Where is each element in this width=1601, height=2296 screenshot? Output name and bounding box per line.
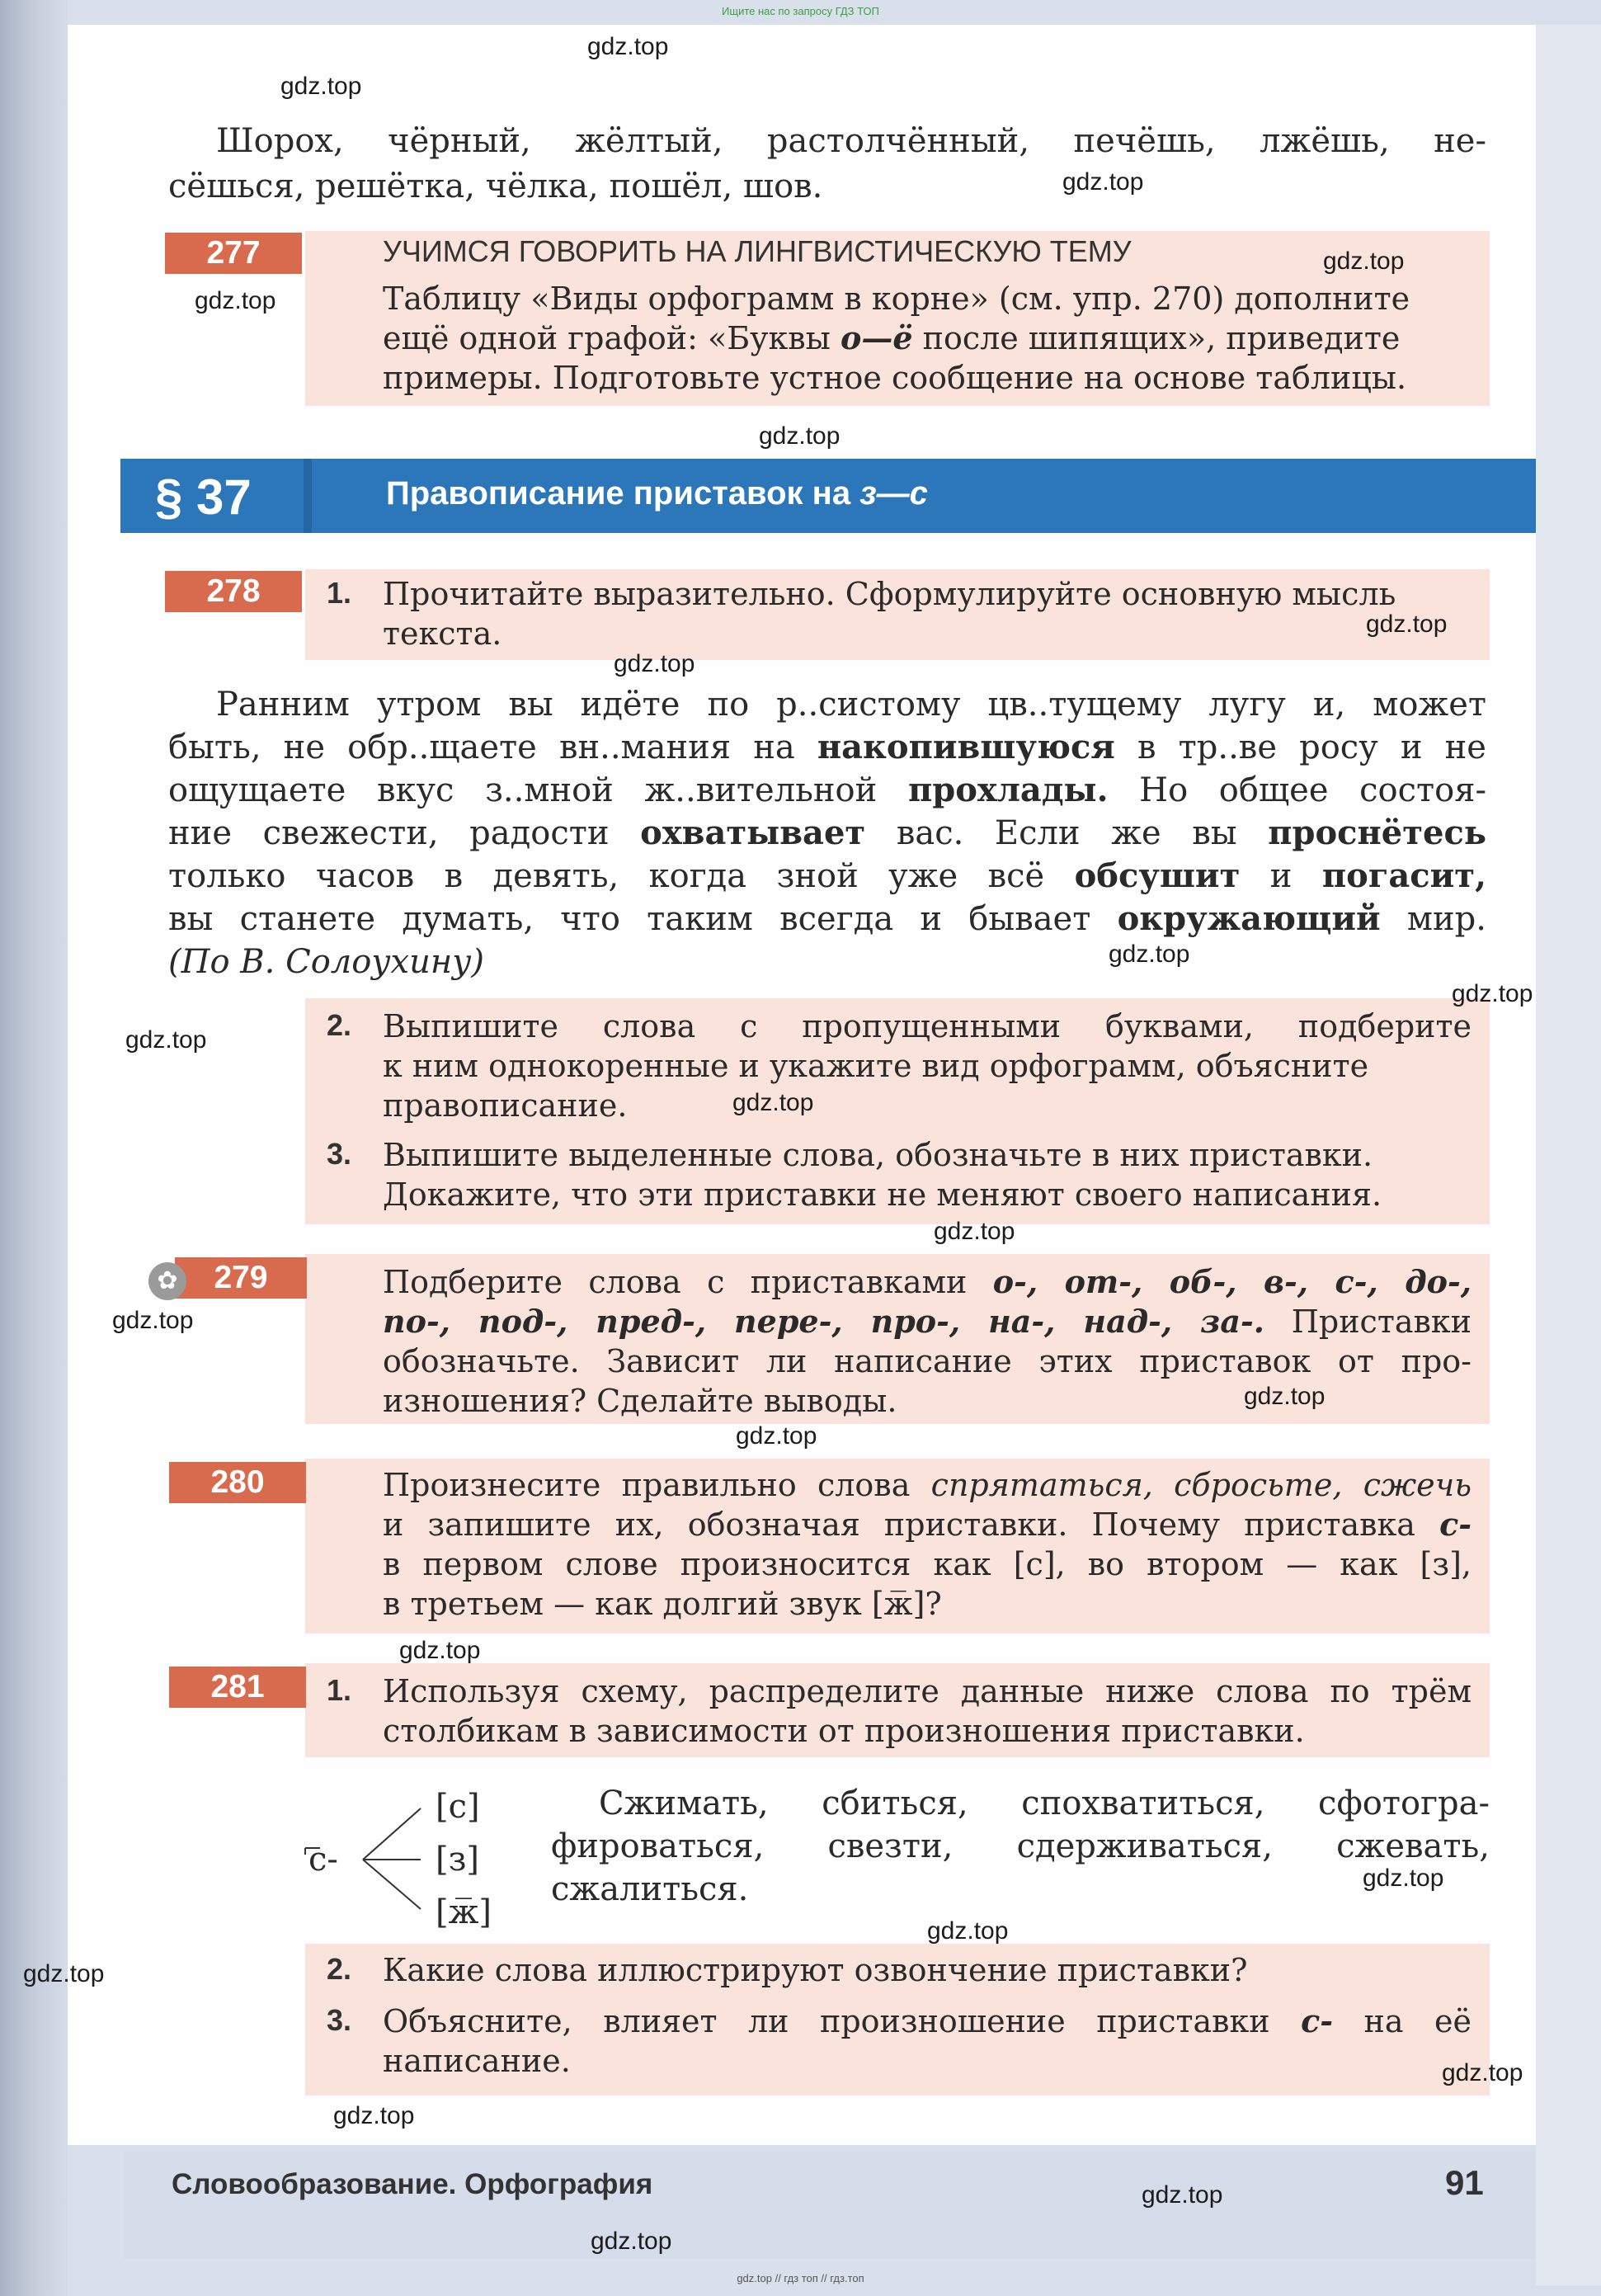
flower-icon: ✿	[148, 1262, 186, 1300]
watermark: gdz.top	[759, 422, 841, 450]
watermark: gdz.top	[125, 1026, 207, 1054]
exercise-280-line-3: в первом слове произносится как [с], во втором — как [з],	[383, 1546, 1472, 1582]
page-number: 91	[1445, 2163, 1484, 2202]
watermark: gdz.top	[732, 1089, 814, 1116]
exercise-279-line-3: обозначьте. Зависит ли написание этих приставок от про-	[383, 1343, 1472, 1379]
exercise-279-number: 279	[175, 1257, 307, 1299]
watermark: gdz.top	[195, 287, 276, 314]
exercise-278-task-3-line-2: Докажите, что эти приставки не меняют своего написания.	[383, 1176, 1382, 1213]
watermark: gdz.top	[399, 1637, 481, 1664]
exercise-281-task-3-line-2: написание.	[383, 2043, 571, 2079]
watermark: gdz.top	[934, 1218, 1015, 1245]
watermark: gdz.top	[591, 2228, 672, 2255]
exercise-279-line-4: изношения? Сделайте выводы.	[383, 1383, 897, 1419]
words-line-2: фироваться, свезти, сдерживаться, сжевать,	[551, 1827, 1490, 1865]
exercise-278-task-2-line-3: правописание.	[383, 1087, 628, 1124]
footer-chapter-title: Словообразование. Орфография	[172, 2168, 653, 2200]
site-note-bottom: gdz.top // гдз топ // гдз.топ	[737, 2272, 864, 2284]
text-line-3: ощущаете вкус з..мной ж..вительной прохлады. Но общее состоя-	[168, 771, 1487, 809]
watermark: gdz.top	[1109, 941, 1190, 968]
text-line-4: ние свежести, радости охватывает вас. Если же вы проснётесь	[168, 813, 1486, 852]
exercise-281-task-1-number: 1.	[327, 1673, 352, 1707]
watermark: gdz.top	[1452, 980, 1533, 1007]
exercise-281-number: 281	[169, 1667, 306, 1708]
exercise-281-task-3-line-1: Объясните, влияет ли произношение приставки с- на её	[383, 2002, 1472, 2039]
exercise-278-task-2-line-2: к ним однокоренные и укажите вид орфограмм, объясните	[383, 1048, 1369, 1084]
exercise-277-line-3: примеры. Подготовьте устное сообщение на основе таблицы.	[383, 360, 1407, 396]
exercise-278-task-1-line-2: текста.	[383, 615, 502, 652]
watermark: gdz.top	[280, 73, 362, 100]
exercise-281-task-2-line-1: Какие слова иллюстрируют озвончение приставки?	[383, 1952, 1248, 1988]
watermark: gdz.top	[1062, 168, 1144, 196]
watermark: gdz.top	[1363, 1865, 1444, 1892]
words-line-3: сжалиться.	[551, 1870, 749, 1908]
watermark: gdz.top	[23, 1960, 105, 1987]
prefix-pronunciation-schema	[297, 1774, 569, 1939]
site-note-top: Ищите нас по запросу ГДЗ ТОП	[722, 5, 879, 17]
watermark: gdz.top	[927, 1917, 1009, 1945]
exercise-277-number: 277	[165, 233, 302, 274]
watermark: gdz.top	[587, 33, 669, 60]
exercise-278-task-2-line-1: Выпишите слова с пропущенными буквами, подберите	[383, 1008, 1472, 1044]
text-author: (По В. Солоухину)	[168, 943, 485, 981]
watermark: gdz.top	[1323, 248, 1405, 275]
exercise-278-task-3-number: 3.	[327, 1137, 352, 1171]
section-37-header	[120, 459, 1536, 533]
text-line-2: быть, не обр..щаете вн..мания на накопившуюся в тр..ве росу и не	[168, 728, 1486, 766]
watermark: gdz.top	[112, 1307, 194, 1334]
section-number: § 37	[155, 469, 252, 525]
exercise-280-line-4: в третьем — как долгий звук [ж̅]?	[383, 1586, 942, 1622]
words-line-1: Сжимать, сбиться, спохватиться, сфотогра-	[599, 1784, 1490, 1822]
schema-sound-s: [с]	[436, 1788, 480, 1826]
exercise-281-task-3-number: 3.	[327, 2003, 352, 2037]
exercise-280-line-1: Произнесите правильно слова спрятаться, сбросьте, сжечь	[383, 1467, 1472, 1503]
section-divider	[304, 459, 312, 533]
exercise-280-line-2: и запишите их, обозначая приставки. Почему приставка с-	[383, 1506, 1472, 1543]
watermark: gdz.top	[1244, 1383, 1326, 1410]
page-right-margin	[1536, 25, 1601, 2285]
exercise-278-number: 278	[165, 571, 302, 612]
exercise-280-number: 280	[169, 1462, 306, 1503]
exercise-279-line-1: Подберите слова с приставками о-, от-, об-, в-, с-, до-,	[383, 1263, 1472, 1300]
section-title: Правописание приставок на з—с	[386, 475, 928, 512]
text-line-5: только часов в девять, когда зной уже всё обсушит и погасит,	[168, 856, 1487, 895]
exercise-278-task-1-number: 1.	[327, 576, 352, 610]
watermark: gdz.top	[333, 2102, 415, 2129]
intro-line-2: сёшься, решётка, чёлка, пошёл, шов.	[168, 167, 823, 205]
exercise-277-line-2: ещё одной графой: «Буквы о—ё после шипящих», приведите	[383, 319, 1401, 356]
watermark: gdz.top	[1366, 611, 1448, 638]
text-line-6: вы станете думать, что таким всегда и бывает окружающий мир.	[168, 899, 1487, 938]
exercise-278-task-3-line-1: Выпишите выделенные слова, обозначьте в них приставки.	[383, 1137, 1373, 1173]
watermark: gdz.top	[1442, 2059, 1523, 2086]
exercise-278-task-1-line-1: Прочитайте выразительно. Сформулируйте основную мысль	[383, 576, 1396, 612]
schema-sound-z: [з]	[436, 1841, 480, 1879]
exercise-277-heading: УЧИМСЯ ГОВОРИТЬ НА ЛИНГВИСТИЧЕСКУЮ ТЕМУ	[383, 234, 1132, 268]
intro-line-1: Шорох, чёрный, жёлтый, растолчённый, печёшь, лжёшь, не-	[216, 122, 1486, 160]
schema-sound-zh: [ж̅]	[436, 1893, 492, 1931]
text-line-1: Ранним утром вы идёте по р..систому цв..тущему лугу и, может	[216, 686, 1486, 724]
watermark: gdz.top	[1142, 2181, 1223, 2209]
watermark: gdz.top	[614, 650, 695, 677]
watermark: gdz.top	[736, 1422, 817, 1450]
book-spine-shadow	[0, 0, 68, 2296]
exercise-277-line-1: Таблицу «Виды орфограмм в корне» (см. упр. 270) дополните	[383, 281, 1410, 317]
schema-prefix: с-	[308, 1841, 338, 1879]
exercise-278-task-2-number: 2.	[327, 1008, 352, 1042]
exercise-279-line-2: по-, под-, пред-, пере-, про-, на-, над-, за-. Приставки	[383, 1303, 1472, 1340]
exercise-281-task-2-number: 2.	[327, 1952, 352, 1986]
exercise-281-task-1-line-1: Используя схему, распределите данные ниже слова по трём	[383, 1673, 1472, 1709]
exercise-281-task-1-line-2: столбикам в зависимости от произношения приставки.	[383, 1713, 1305, 1749]
